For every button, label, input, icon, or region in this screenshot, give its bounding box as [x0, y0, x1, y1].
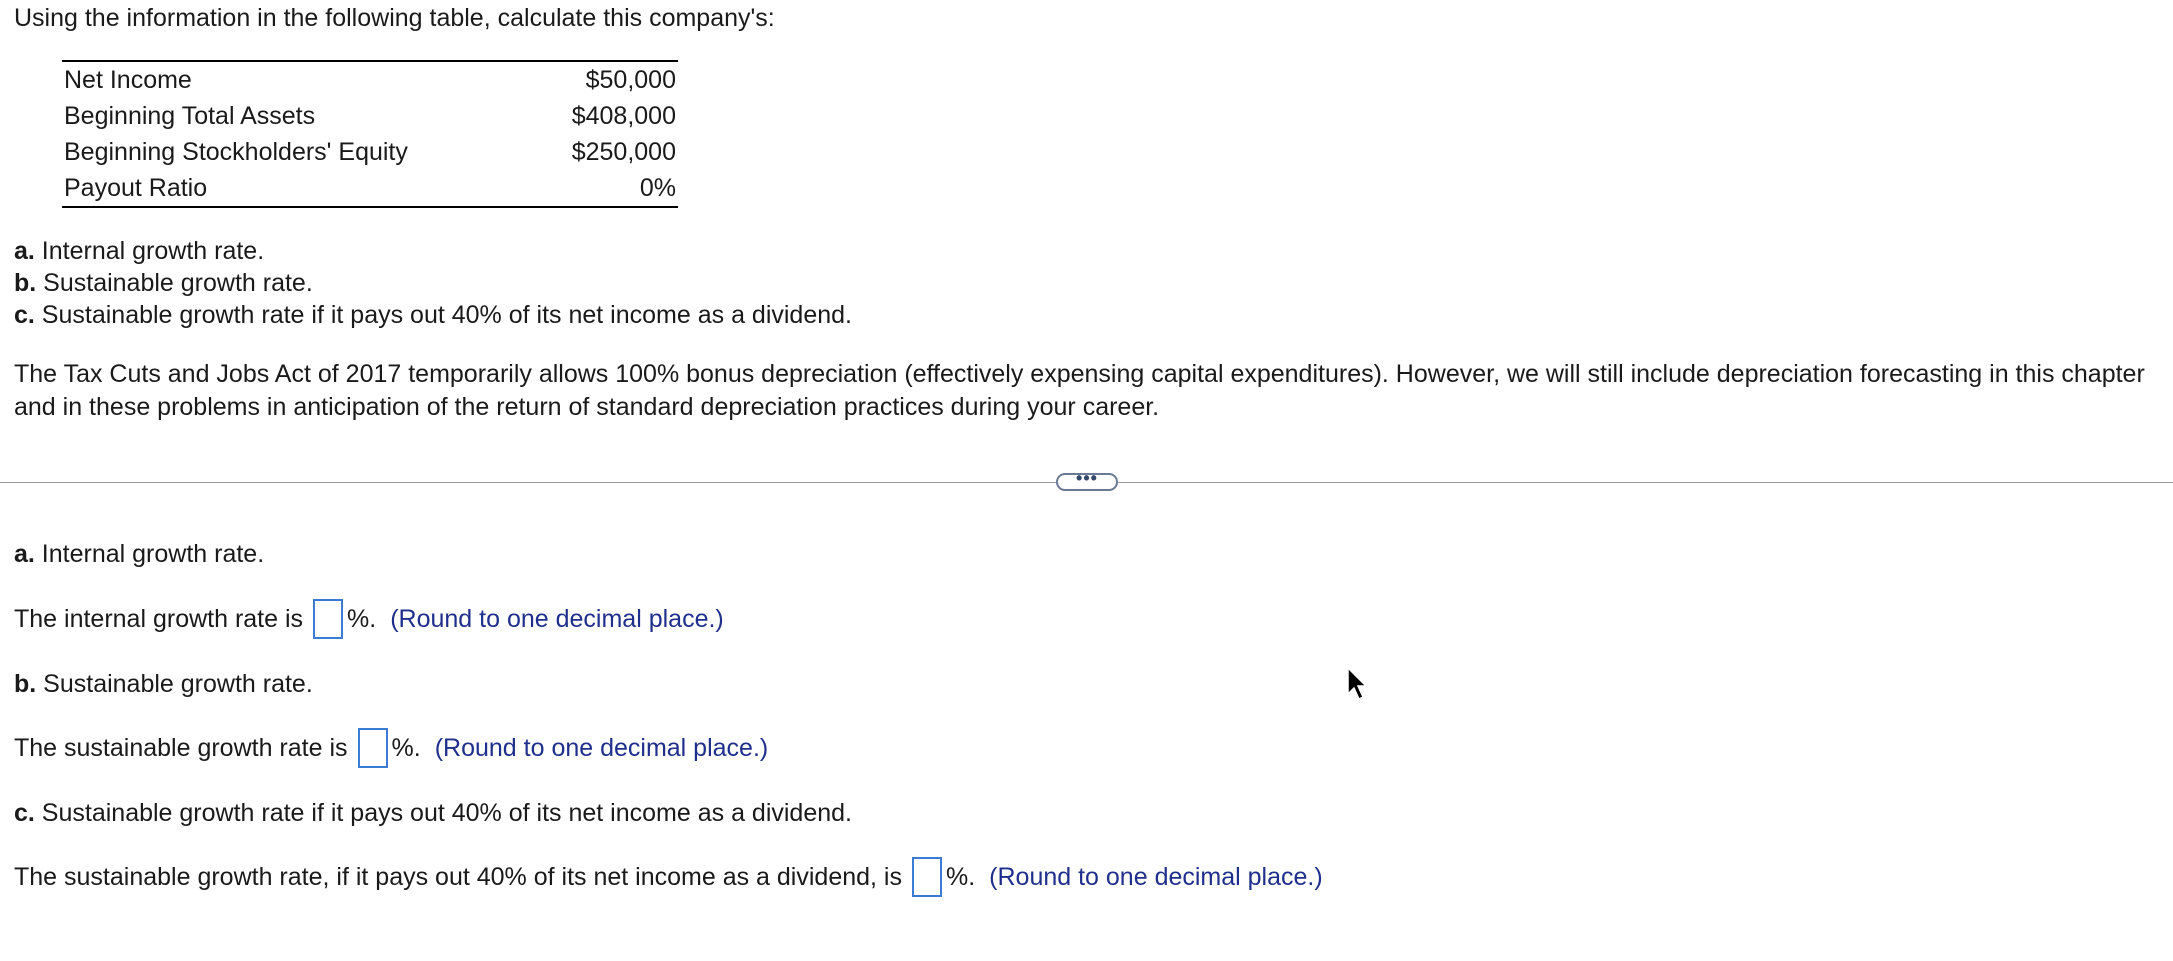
part-c-title: c. Sustainable growth rate if it pays out 40% of its net income as a dividend. — [14, 799, 852, 827]
ellipsis-icon: ••• — [1076, 468, 1098, 488]
row-label: Payout Ratio — [64, 174, 208, 202]
row-value: $50,000 — [585, 66, 676, 94]
percent-suffix: %. — [347, 604, 377, 633]
part-c-answer-line — [14, 857, 1323, 897]
table-row — [62, 170, 678, 207]
sustainable-growth-rate-input[interactable] — [358, 728, 388, 768]
percent-suffix: %. — [391, 733, 421, 762]
rounding-hint: (Round to one decimal place.) — [434, 733, 769, 762]
rounding-hint: (Round to one decimal place.) — [989, 862, 1323, 891]
row-label: Beginning Total Assets — [64, 102, 316, 130]
intro-text: Using the information in the following table, calculate this company's: — [14, 4, 775, 32]
expand-button[interactable] — [1056, 468, 1118, 491]
mouse-pointer-icon — [1346, 666, 1370, 702]
table-row — [62, 61, 678, 98]
part-a-answer-line — [14, 599, 724, 639]
part-b-answer-line — [14, 728, 768, 768]
part-b-prompt: The sustainable growth rate is — [14, 733, 348, 762]
percent-suffix: %. — [945, 862, 976, 891]
rounding-hint: (Round to one decimal place.) — [390, 604, 724, 633]
question-a-label: a. Internal growth rate. — [14, 237, 265, 265]
row-label: Beginning Stockholders' Equity — [64, 138, 408, 166]
tax-note: The Tax Cuts and Jobs Act of 2017 temporarily allows 100% bonus depreciation (effectively expensing capital expenditures). However, we will still include depreciation forecasting in this chapter and in these problems in anticipation of the return of standard depreciation practices during your career. — [14, 360, 2145, 421]
table-row — [62, 98, 678, 134]
part-a-prompt: The internal growth rate is — [14, 604, 304, 633]
row-value: 0% — [639, 174, 676, 202]
internal-growth-rate-input[interactable] — [313, 599, 343, 639]
part-b-title: b. Sustainable growth rate. — [14, 670, 313, 698]
question-c-label: c. Sustainable growth rate if it pays out 40% of its net income as a dividend. — [14, 301, 852, 329]
row-value: $408,000 — [571, 102, 676, 130]
sustainable-growth-rate-dividend-input[interactable] — [912, 857, 942, 897]
table-row — [62, 134, 678, 170]
part-c-prompt: The sustainable growth rate, if it pays out 40% of its net income as a dividend, is — [14, 862, 902, 891]
row-value: $250,000 — [571, 138, 676, 166]
part-a-title: a. Internal growth rate. — [14, 540, 265, 568]
row-label: Net Income — [64, 66, 192, 94]
financial-data-table — [62, 60, 678, 208]
question-b-label: b. Sustainable growth rate. — [14, 269, 313, 297]
